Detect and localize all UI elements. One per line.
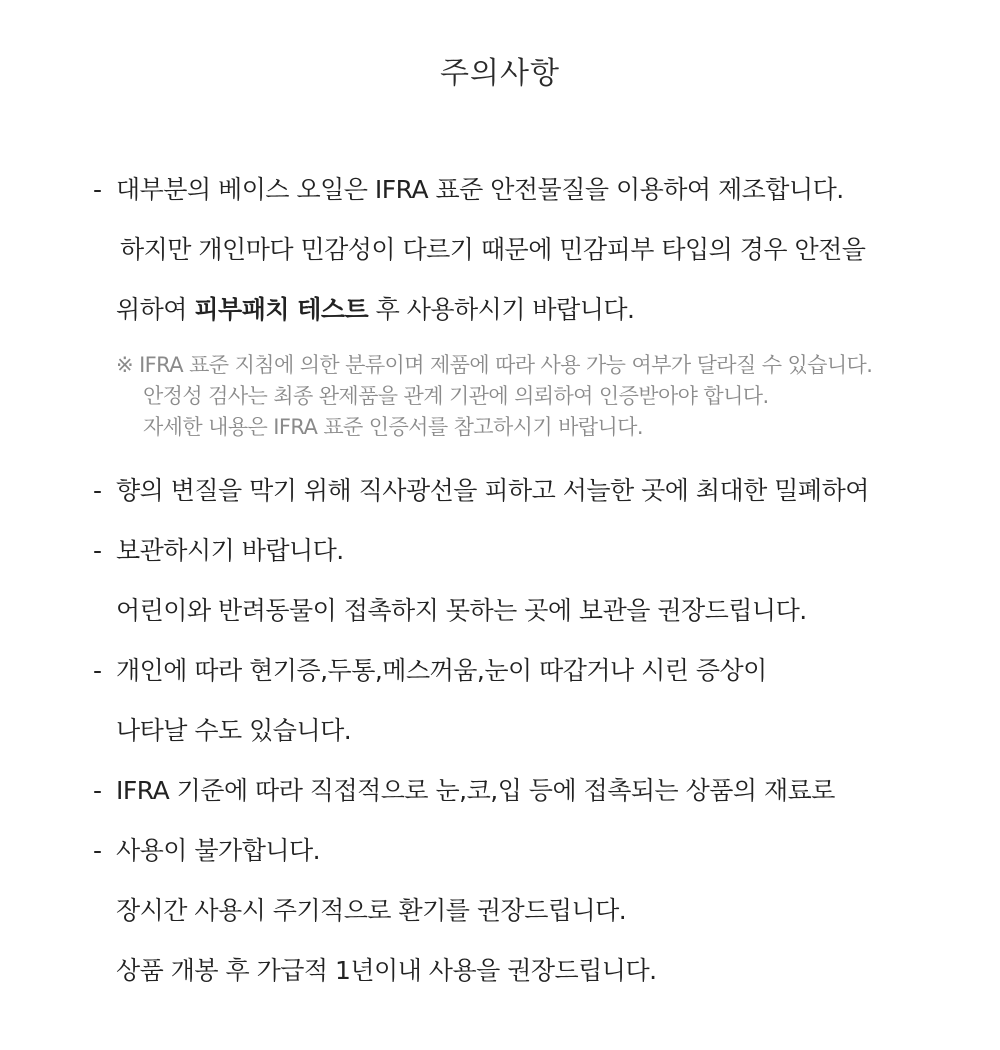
section1-line3 — [116, 292, 634, 328]
note-line1: ※ IFRA 표준 지침에 의한 분류이며 제품에 따라 사용 가능 여부가 달라질 수 있습니다. — [116, 353, 873, 377]
section4-line4: 상품 개봉 후 가급적 1년이내 사용을 권장드립니다. — [116, 956, 657, 985]
section3-line2: 나타날 수도 있습니다. — [116, 716, 352, 745]
section4-line3: 장시간 사용시 주기적으로 환기를 권장드립니다. — [116, 896, 627, 925]
section4-line1: IFRA 기준에 따라 직접적으로 눈,코,입 등에 접촉되는 상품의 재료로 — [116, 776, 835, 805]
bullet-dash: - — [93, 536, 103, 565]
bullet-dash: - — [93, 175, 103, 204]
bullet-dash: - — [93, 836, 103, 865]
section1-line2: 하지만 개인마다 민감성이 다르기 때문에 민감피부 타입의 경우 안전을 — [120, 235, 866, 264]
patch-test-emphasis: 피부패치 테스트 — [194, 295, 369, 324]
section4-line2: 사용이 불가합니다. — [116, 836, 321, 865]
bullet-dash: - — [93, 656, 103, 685]
section2-line2: 보관하시기 바랍니다. — [116, 536, 344, 565]
section1-line3-prefix: 위하여 — [116, 295, 195, 324]
section2-line1: 향의 변질을 막기 위해 직사광선을 피하고 서늘한 곳에 최대한 밀폐하여 — [116, 476, 869, 505]
page-title: 주의사항 — [440, 56, 560, 91]
bullet-dash: - — [93, 476, 103, 505]
section1-line1: 대부분의 베이스 오일은 IFRA 표준 안전물질을 이용하여 제조합니다. — [116, 175, 844, 204]
section3-line1: 개인에 따라 현기증,두통,메스꺼움,눈이 따갑거나 시린 증상이 — [116, 656, 767, 685]
bullet-dash: - — [93, 776, 103, 805]
note-line2: 안정성 검사는 최종 완제품을 관계 기관에 의뢰하여 인증받아야 합니다. — [143, 384, 769, 408]
section1-line3-suffix: 후 사용하시기 바랍니다. — [368, 295, 635, 324]
note-line3: 자세한 내용은 IFRA 표준 인증서를 참고하시기 바랍니다. — [143, 415, 643, 439]
section2-line3: 어린이와 반려동물이 접촉하지 못하는 곳에 보관을 권장드립니다. — [116, 596, 807, 625]
